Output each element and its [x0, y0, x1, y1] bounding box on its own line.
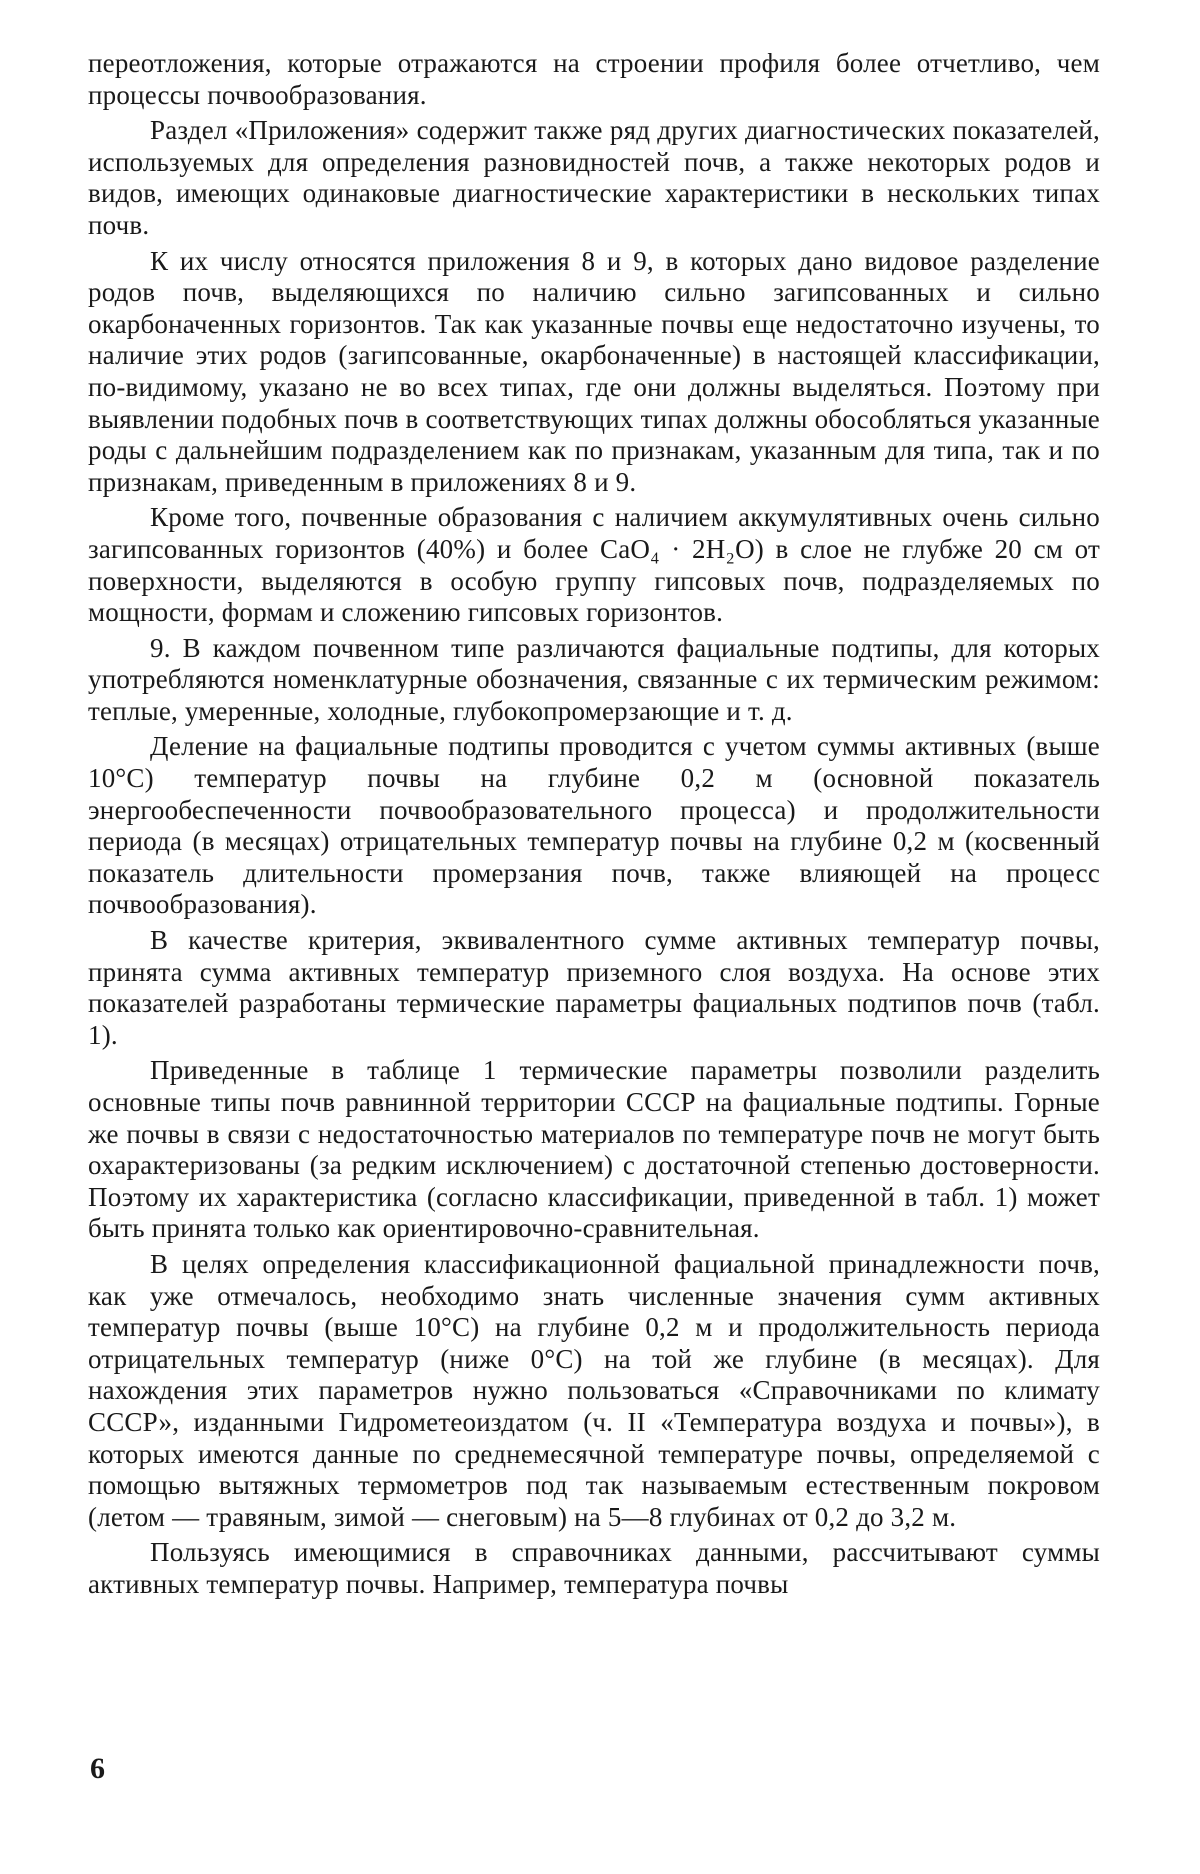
paragraph: К их числу относятся приложения 8 и 9, в которых дано видовое разделение родов почв, выделяющихся по наличию сильно загипсованных и сильно окарбоначенных горизонтов. Так как указанные почвы еще недостаточно изучены, то наличие этих родов (загипсованные, окарбоначенные) в настоящей классификации, по-видимому, указано не во всех типах, где они должны выделяться. Поэтому при выявлении подобных почв в соответствующих типах должны обособляться указанные роды с дальнейшим подразделением как по признакам, указанным для типа, так и по признакам, приведенным в приложениях 8 и 9.	[88, 245, 1100, 497]
paragraph: Деление на фациальные подтипы проводится с учетом суммы активных (выше 10°C) температур почвы на глубине 0,2 м (основной показатель энергообеспеченности почвообразовательного процесса) и продолжительности периода (в месяцах) отрицательных температур почвы на глубине 0,2 м (косвенный показатель длительности промерзания почв, также влияющей на процесс почвообразования).	[88, 731, 1100, 920]
paragraph: Приведенные в таблице 1 термические параметры позволили разделить основные типы почв равнинной территории СССР на фациальные подтипы. Горные же почвы в связи с недостаточностью материалов по температуре почв не могут быть охарактеризованы (за редким исключением) с достаточной степенью достоверности. Поэтому их характеристика (согласно классификации, приведенной в табл. 1) может быть принята только как ориентировочно-сравнительная.	[88, 1055, 1100, 1244]
paragraph: 9. В каждом почвенном типе различаются фациальные подтипы, для которых употребляются номенклатурные обозначения, связанные с их термическим режимом: теплые, умеренные, холодные, глубокопромерзающие и т. д.	[88, 632, 1100, 726]
paragraph: Пользуясь имеющимися в справочниках данными, рассчитывают суммы активных температур почвы. Например, температура почвы	[88, 1537, 1100, 1599]
paragraph: Кроме того, почвенные образования с наличием аккумулятивных очень сильно загипсованных горизонтов (40%) и более CaO₄ · 2H₂O) в слое не глубже 20 см от поверхности, выделяются в особую группу гипсовых почв, подразделяемых по мощности, формам и сложению гипсовых горизонтов.	[88, 502, 1100, 628]
paragraph: В качестве критерия, эквивалентного сумме активных температур почвы, принята сумма активных температур приземного слоя воздуха. На основе этих показателей разработаны термические параметры фациальных подтипов почв (табл. 1).	[88, 925, 1100, 1050]
paragraph: переотложения, которые отражаются на строении профиля более отчетливо, чем процессы почвообразования.	[88, 48, 1100, 110]
paragraph: Раздел «Приложения» содержит также ряд других диагностических показателей, используемых для определения разновидностей почв, а также некоторых родов и видов, имеющих одинаковые диагностические характеристики в нескольких типах почв.	[88, 115, 1100, 240]
page-text-column	[88, 48, 1100, 1605]
paragraph: В целях определения классификационной фациальной принадлежности почв, как уже отмечалось, необходимо знать численные значения сумм активных температур почвы (выше 10°C) на глубине 0,2 м и продолжительность периода отрицательных температур (ниже 0°C) на той же глубине (в месяцах). Для нахождения этих параметров нужно пользоваться «Справочниками по климату СССР», изданными Гидрометеоиздатом (ч. II «Температура воздуха и почвы»), в которых имеются данные по среднемесячной температуре почвы, определяемой с помощью вытяжных термометров под так называемым естественным покровом (летом — травяным, зимой — снеговым) на 5—8 глубинах от 0,2 до 3,2 м.	[88, 1248, 1100, 1532]
page-number: 6	[90, 1752, 105, 1785]
